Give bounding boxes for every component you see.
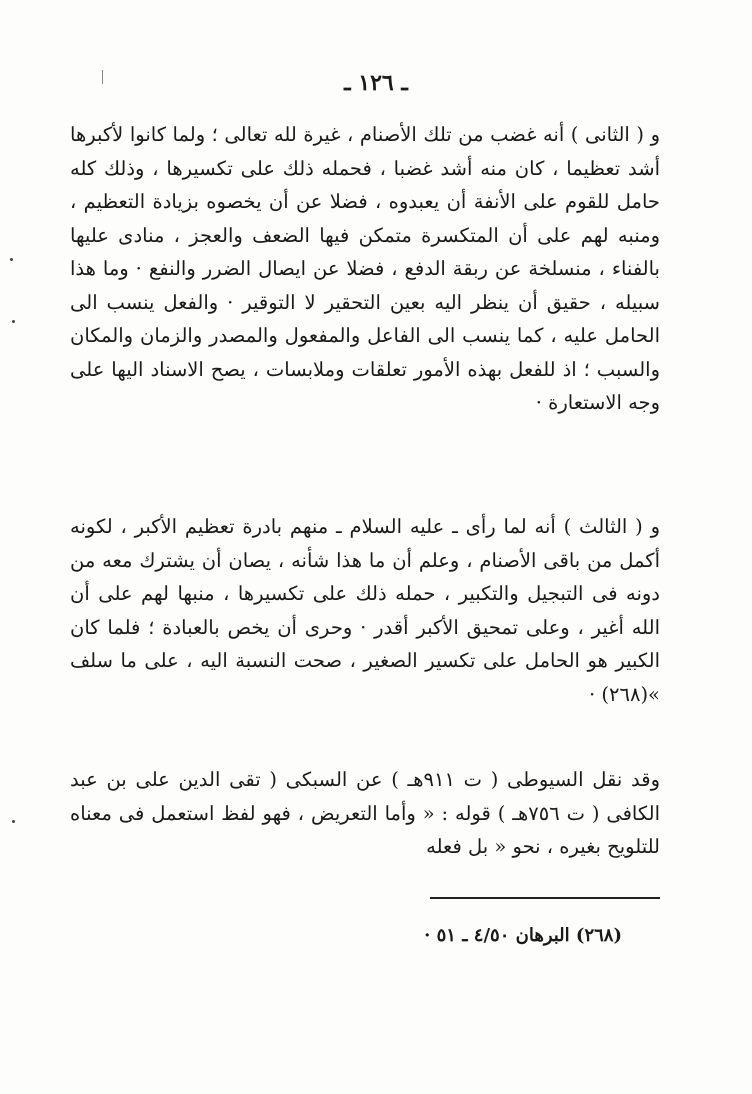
paragraph-second-reason — [70, 118, 660, 420]
scan-speck — [10, 258, 13, 261]
scan-speck — [12, 820, 15, 823]
scan-speck — [12, 320, 15, 323]
paragraph-text: وقد نقل السيوطى ( ت ٩١١هـ ) عن السبكى ( تقى الدين على بن عبد الكافى ( ت ٧٥٦هـ ) قوله : « وأما التعريض ، فهو لفظ استعمل فى معناه للتلويح بغيره ، نحو « بل فعله — [70, 768, 660, 858]
paragraph-text: و ( الثانى ) أنه غضب من تلك الأصنام ، غيرة لله تعالى ؛ ولما كانوا لأكبرها أشد تعظيما ، كان منه أشد غضبا ، فحمله ذلك على تكسيرها ، وذلك كله حامل للقوم على الأنفة أن يعبدوه ، فضلا عن أن يخصوه بزيادة التعظيم ، ومنبه لهم على أن المتكسرة متمكن فيها الضعف والعجز ، منادى عليها بالفناء ، منسلخة عن ربقة الدفع ، فضلا عن ايصال الضرر والنفع · وما هذا سبيله ، حقيق أن ينظر اليه بعين التحقير لا التوقير · والفعل ينسب الى الحامل عليه ، كما ينسب الى الفاعل والمفعول والمصدر والزمان والمكان والسبب ؛ اذ للفعل بهذه الأمور تعلقات وملابسات ، يصح الاسناد اليها على وجه الاستعارة · — [70, 123, 660, 414]
paragraph-text: و ( الثالث ) أنه لما رأى ـ عليه السلام ـ منهم بادرة تعظيم الأكبر ، لكونه أكمل من باقى الأصنام ، وعلم أن ما هذا شأنه ، يصان أن يشترك معه من دونه فى التبجيل والتكبير ، حمله ذلك على تكسيرها ، منبها لهم على أن الله أغير ، وعلى تمحيق الأكبر أقدر · وحرى أن يخص بالعبادة ؛ فلما كان الكبير هو الحامل على تكسير الصغير ، صحت النسبة اليه ، على ما سلف »(٢٦٨) · — [70, 515, 660, 706]
page-number: ـ ١٢٦ ـ — [344, 70, 408, 96]
footnote-divider — [430, 897, 660, 899]
paragraph-third-reason — [70, 510, 660, 711]
paragraph-suyuti-quote — [70, 763, 660, 864]
footnote: (٢٦٨) البرهان ٤/٥٠ ـ ٥١ · — [424, 925, 622, 946]
